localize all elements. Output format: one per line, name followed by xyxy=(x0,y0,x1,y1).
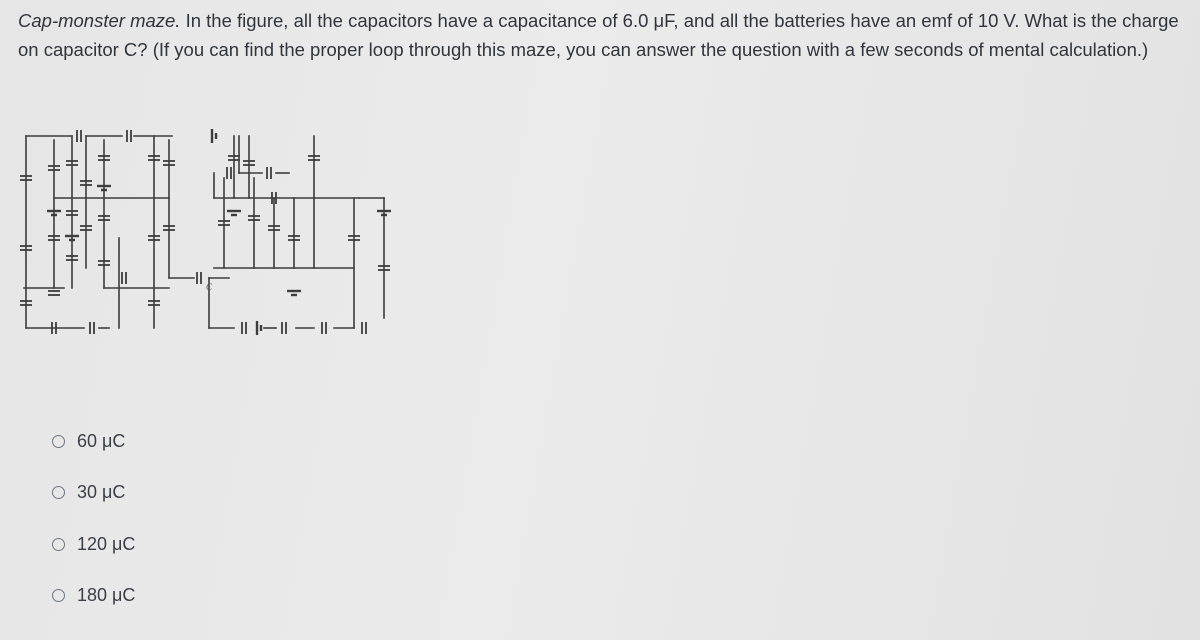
option-label: 60 μC xyxy=(77,430,126,451)
capacitor-symbol xyxy=(122,272,126,284)
question-title: Cap-monster maze. xyxy=(18,10,181,31)
option-label: 120 μC xyxy=(77,533,136,554)
battery-symbol xyxy=(227,211,241,215)
circuit-figure xyxy=(14,118,404,358)
radio-button[interactable] xyxy=(52,589,65,602)
option-60uc[interactable] xyxy=(52,428,135,454)
option-180uc[interactable] xyxy=(52,583,135,609)
battery-symbol xyxy=(287,291,301,295)
option-120uc[interactable] xyxy=(52,531,135,557)
capacitor-symbol xyxy=(90,322,94,334)
capacitor-maze-diagram xyxy=(14,118,404,358)
capacitor-symbol xyxy=(77,130,81,142)
option-30uc[interactable] xyxy=(52,480,135,506)
option-label: 30 μC xyxy=(77,482,126,502)
radio-button[interactable] xyxy=(52,538,65,551)
capacitor-symbol xyxy=(362,322,366,334)
question-text xyxy=(18,6,1188,64)
option-label: 180 μC xyxy=(77,585,136,605)
battery-symbol xyxy=(212,129,216,143)
capacitor-symbol xyxy=(127,130,131,142)
capacitor-c-label: C xyxy=(206,282,213,292)
answer-options xyxy=(52,428,135,634)
question-body: In the figure, all the capacitors have a capacitance of 6.0 μF, and all the batteries have an emf of 10 V. What is the charge on capacitor C? (If you can find the proper loop through this maze, you can answer the question with a few seconds of mental calculation.) xyxy=(18,10,1179,60)
capacitor-symbol xyxy=(282,322,286,334)
capacitor-symbol xyxy=(267,167,271,179)
capacitor-symbol xyxy=(197,272,201,284)
capacitor-symbol xyxy=(242,322,246,334)
battery-symbol xyxy=(257,321,261,335)
capacitor-symbol xyxy=(48,291,60,295)
capacitor-symbol xyxy=(322,322,326,334)
radio-button[interactable] xyxy=(52,435,65,448)
radio-button[interactable] xyxy=(52,486,65,499)
capacitor-symbol xyxy=(227,167,231,179)
